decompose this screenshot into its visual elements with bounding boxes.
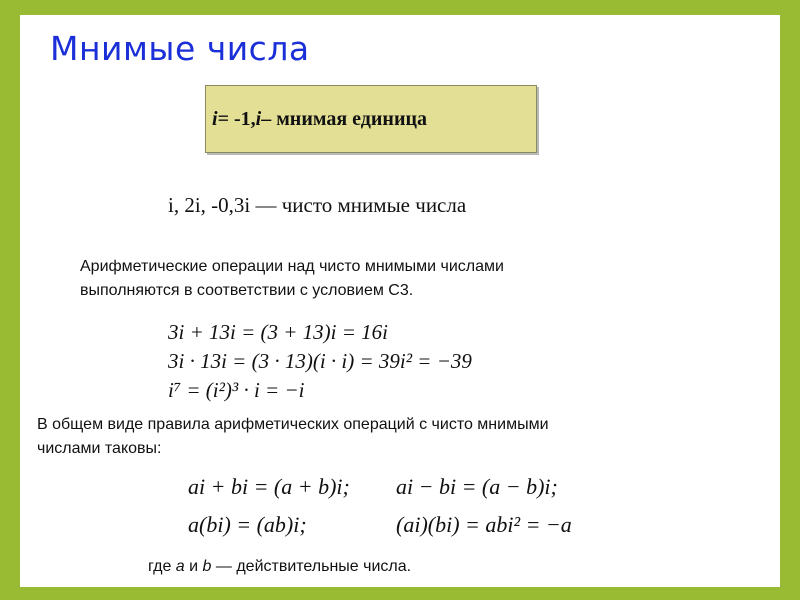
paragraph-operations bbox=[80, 255, 700, 303]
where-prefix: где bbox=[148, 558, 176, 575]
slide-title: Мнимые числа bbox=[50, 29, 310, 68]
paragraph-general-rules-line2: числами таковы: bbox=[37, 440, 162, 457]
definition-equals: = -1, bbox=[217, 107, 256, 130]
definition-i-2: i bbox=[255, 107, 262, 130]
formula-examples bbox=[168, 317, 588, 407]
where-note bbox=[148, 558, 411, 576]
formula-example-sum: 3i + 13i = (3 + 13)i = 16i bbox=[168, 320, 389, 344]
where-suffix: — действительные числа. bbox=[211, 558, 412, 575]
rule-imaginary-multiplication: (ai)(bi) = abi² = −a bbox=[396, 512, 572, 537]
where-a: a bbox=[175, 558, 185, 575]
formula-example-product: 3i · 13i = (3 · 13)(i · i) = 39i² = −39 bbox=[168, 349, 472, 373]
where-and: и bbox=[184, 558, 203, 575]
paragraph-operations-line2: выполняются в соответствии с условием С3. bbox=[80, 282, 414, 299]
rule-addition: ai + bi = (a + b)i; bbox=[188, 474, 350, 499]
definition-i: i bbox=[212, 107, 218, 130]
pure-imaginary-line: i, 2i, -0,3i — чисто мнимые числа bbox=[168, 193, 467, 217]
paragraph-operations-line1: Арифметические операции над чисто мнимыми числами bbox=[80, 258, 504, 275]
formula-example-power: i⁷ = (i²)³ · i = −i bbox=[168, 378, 305, 402]
where-b: b bbox=[202, 558, 212, 575]
rule-real-multiplication: a(bi) = (ab)i; bbox=[188, 512, 307, 537]
formula-rules bbox=[188, 470, 628, 540]
definition-text: – мнимая единица bbox=[261, 107, 427, 130]
paragraph-general-rules-line1: В общем виде правила арифметических операций с чисто мнимыми bbox=[37, 416, 549, 433]
slide bbox=[20, 15, 780, 587]
paragraph-general-rules bbox=[37, 413, 757, 461]
definition-box bbox=[205, 85, 537, 153]
rule-subtraction: ai − bi = (a − b)i; bbox=[396, 474, 558, 499]
